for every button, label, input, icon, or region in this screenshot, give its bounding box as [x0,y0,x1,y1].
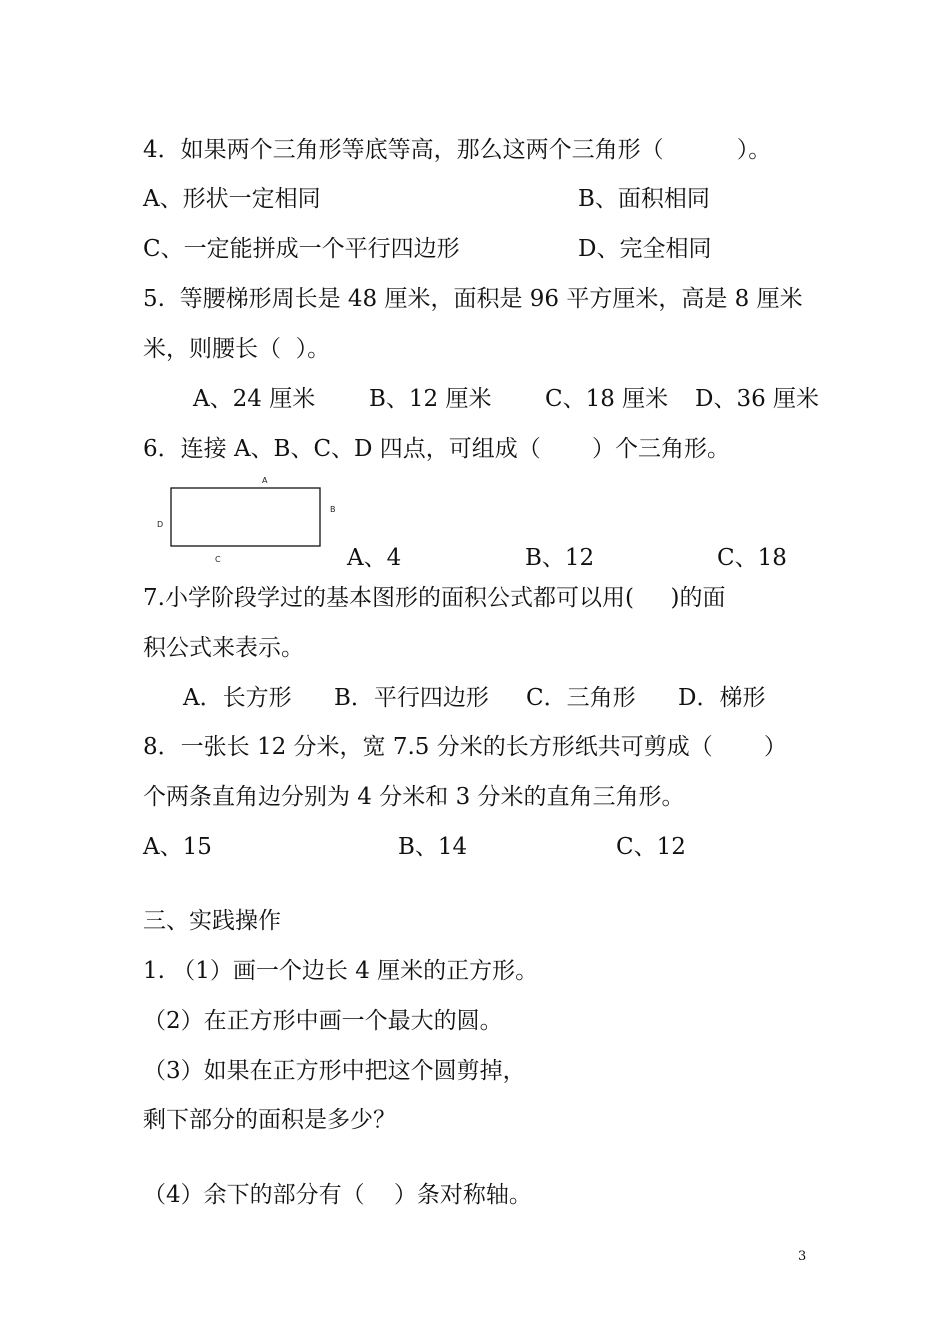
q7-option-c: C．三角形 [526,685,636,711]
section3-line-3: （3）如果在正方形中把这个圆剪掉， [143,1058,526,1084]
q6-label-d: D [157,520,164,529]
q7-option-b: B．平行四边形 [334,685,489,711]
q5-stem-line2: 米，则腰长（ ）。 [143,336,331,362]
section3-line-1: 1. （1）画一个边长 4 厘米的正方形。 [143,958,539,984]
q6-option-c: C、18 [717,545,787,571]
q6-stem: 6．连接 A、B、C、D 四点，可组成（ ）个三角形。 [143,436,730,462]
section3-title: 三、实践操作 [143,908,281,934]
q5-option-a: A、24 厘米 [193,386,316,412]
q4-option-d: D、完全相同 [578,236,712,262]
q4-stem: 4．如果两个三角形等底等高，那么这两个三角形（ ）。 [143,137,772,163]
q5-option-d: D、36 厘米 [695,386,820,412]
section3-line-4: 剩下部分的面积是多少？ [143,1107,396,1133]
q6-label-b: B [330,505,336,514]
q6-rectangle [171,488,320,546]
q5-option-b: B、12 厘米 [369,386,492,412]
q5-option-c: C、18 厘米 [545,386,669,412]
q4-option-a: A、形状一定相同 [143,186,321,212]
q7-option-d: D．梯形 [678,685,766,711]
q7-stem-line1: 7.小学阶段学过的基本图形的面积公式都可以用( )的面 [143,585,726,611]
q8-stem-line1: 8．一张长 12 分米，宽 7.5 分米的长方形纸共可剪成（ ） [143,734,787,760]
section3-line-2: （2）在正方形中画一个最大的圆。 [143,1008,503,1034]
section3-line-5: （4）余下的部分有（ ）条对称轴。 [143,1182,532,1208]
page-number: 3 [798,1249,807,1264]
q8-stem-line2: 个两条直角边分别为 4 分米和 3 分米的直角三角形。 [143,784,685,810]
q8-option-b: B、14 [398,834,468,860]
q5-stem-line1: 5. 等腰梯形周长是 48 厘米，面积是 96 平方厘米，高是 8 厘米 [143,286,803,312]
q7-option-a: A．长方形 [183,685,292,711]
q6-label-a: A [262,476,268,485]
q6-option-a: A、4 [347,545,402,571]
q4-option-c: C、一定能拼成一个平行四边形 [143,236,460,262]
q4-option-b: B、面积相同 [578,186,710,212]
q8-option-c: C、12 [616,834,686,860]
q7-stem-line2: 积公式来表示。 [143,635,304,661]
q6-label-c: C [215,555,221,564]
q6-option-b: B、12 [525,545,595,571]
q8-option-a: A、15 [143,834,212,860]
